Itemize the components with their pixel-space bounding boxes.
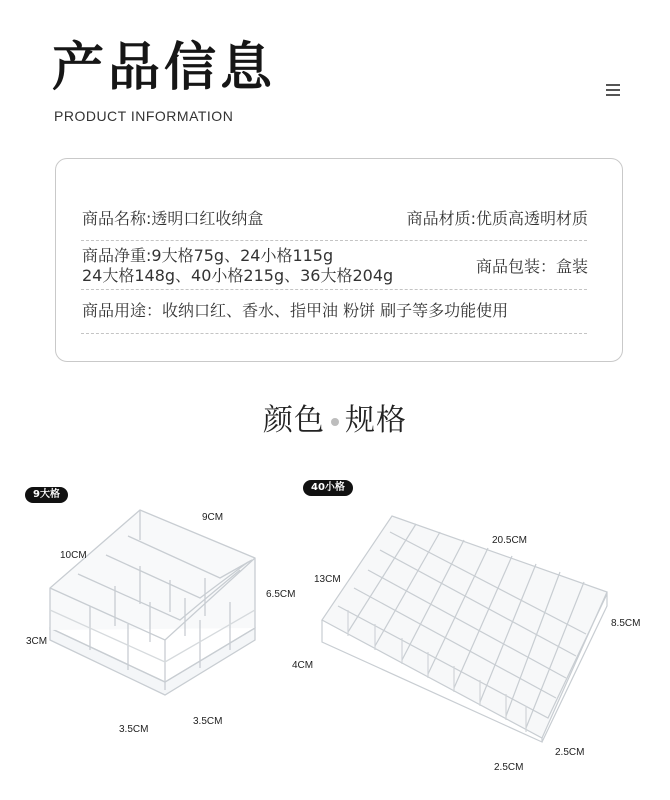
divider — [81, 333, 587, 334]
dim-label: 3CM — [26, 636, 48, 647]
size-badge-40: 40小格 — [303, 480, 353, 496]
dim-label: 13CM — [314, 574, 341, 585]
dim-label: 9CM — [202, 512, 224, 523]
dim-label: 10CM — [60, 550, 87, 561]
product-name: 商品名称:透明口红收纳盒 — [82, 209, 264, 228]
dim-label: 2.5CM — [555, 747, 585, 758]
product-weight-line2: 24大格148g、40小格215g、36大格204g — [82, 266, 394, 285]
dim-label: 8.5CM — [611, 618, 641, 629]
divider — [81, 289, 587, 290]
divider — [81, 240, 587, 241]
dim-label: 6.5CM — [266, 589, 296, 600]
product-weight-line1: 商品净重:9大格75g、24小格115g — [82, 246, 334, 265]
page-subtitle: PRODUCT INFORMATION — [54, 108, 234, 124]
section-title-right: 规格 — [345, 403, 407, 438]
page-title: 产品信息 — [52, 38, 277, 98]
product-material: 商品材质:优质高透明材质 — [406, 209, 588, 228]
section-title — [0, 398, 670, 444]
organizer-40-grid-image — [312, 510, 612, 750]
dim-label: 2.5CM — [494, 762, 524, 773]
product-packaging: 商品包装：盒装 — [475, 257, 588, 276]
dim-label: 20.5CM — [492, 535, 528, 546]
dim-label: 3.5CM — [193, 716, 223, 727]
section-title-left: 颜色 — [263, 403, 325, 438]
hamburger-menu-icon[interactable] — [606, 84, 620, 96]
organizer-9-grid-image — [40, 500, 280, 730]
separator-dot — [331, 418, 339, 426]
product-usage: 商品用途：收纳口红、香水、指甲油 粉饼 刷子等多功能使用 — [82, 301, 509, 320]
dim-label: 3.5CM — [119, 724, 149, 735]
size-badge-9: 9大格 — [25, 487, 68, 503]
dim-label: 4CM — [292, 660, 314, 671]
